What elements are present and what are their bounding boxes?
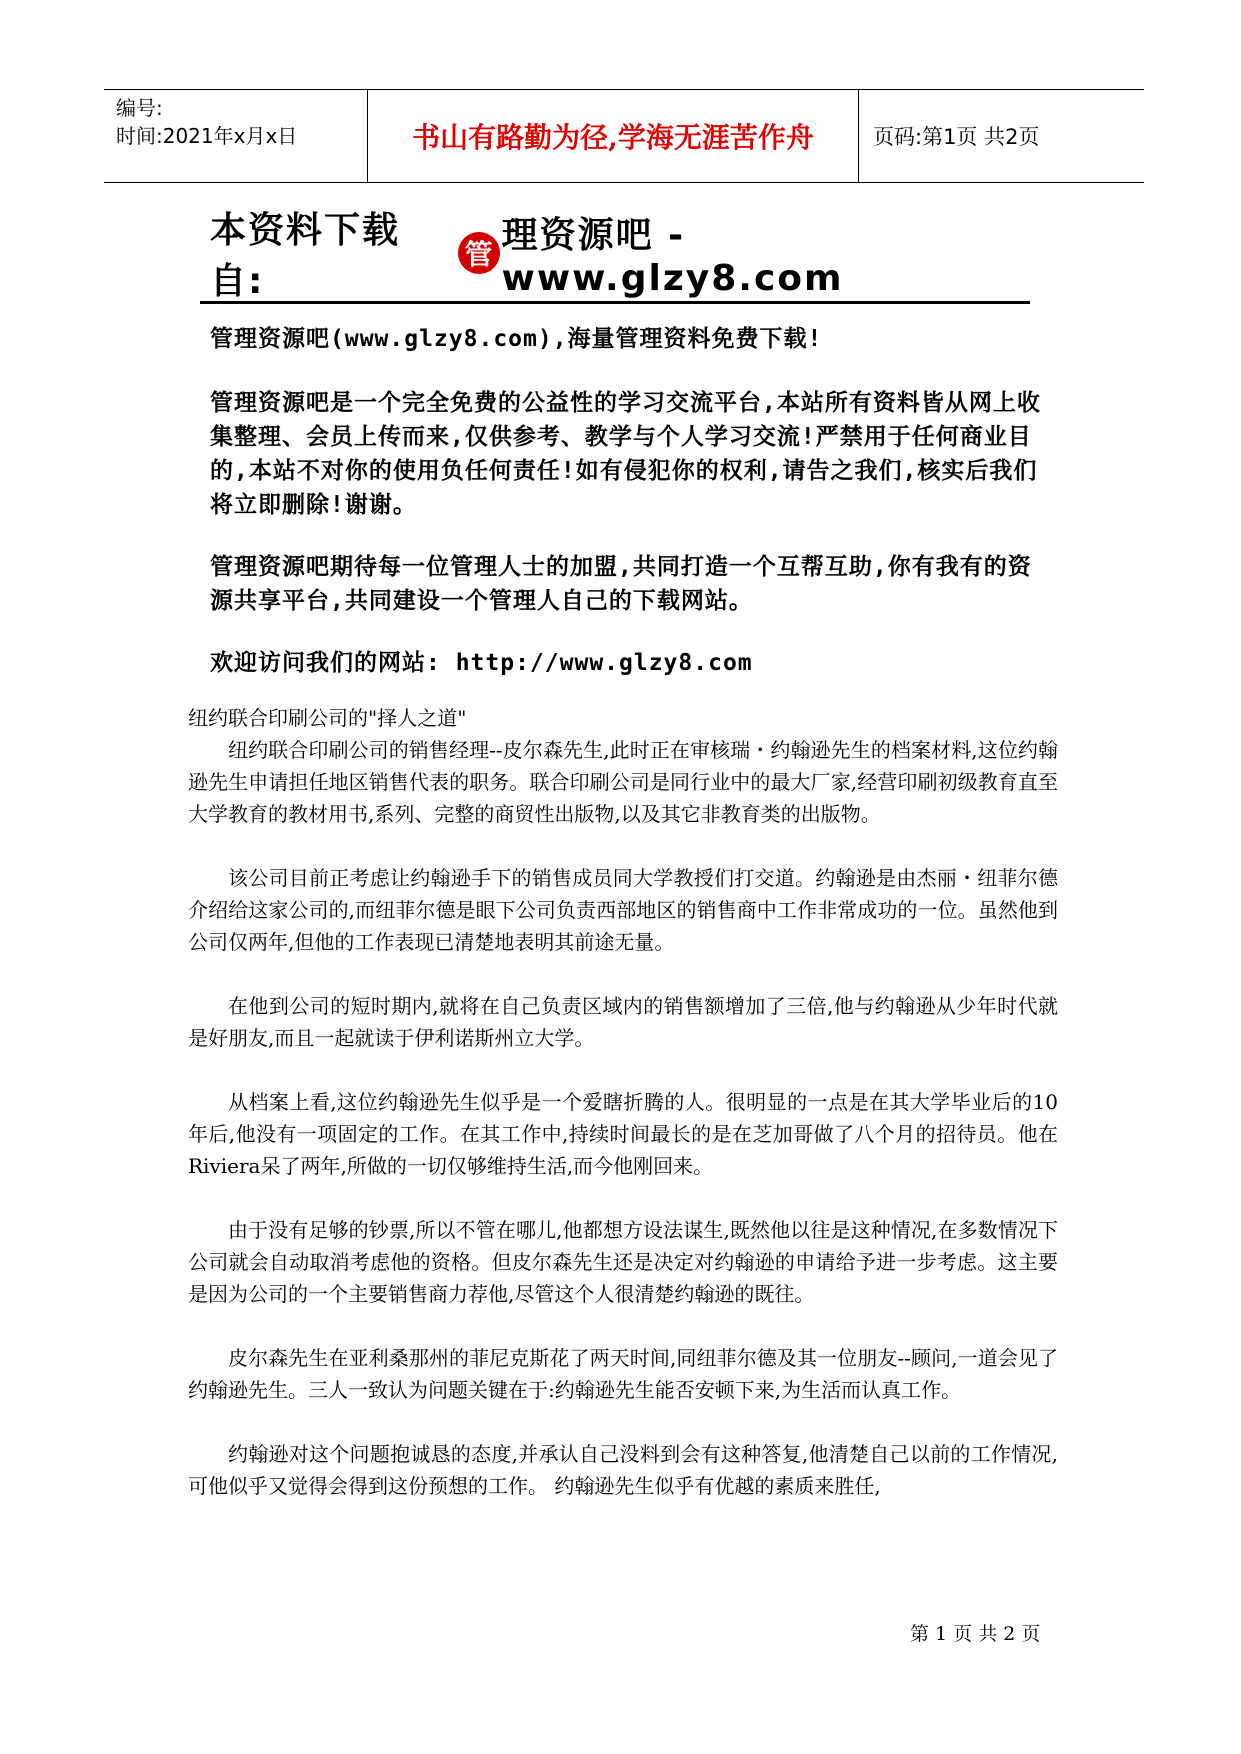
- article-paragraph: 约翰逊对这个问题抱诚恳的态度,并承认自己没料到会有这种答复,他清楚自己以前的工作情况,可他似乎又觉得会得到这份预想的工作。 约翰逊先生似乎有优越的素质来胜任,: [188, 1442, 1058, 1498]
- source-banner: [210, 209, 1040, 302]
- time-label: 时间:2021年x月x日: [116, 124, 298, 148]
- header-table: [104, 89, 1144, 183]
- notice-line1: 管理资源吧(www.glzy8.com),海量管理资料免费下载!: [210, 326, 823, 352]
- article-paragraph: 由于没有足够的钞票,所以不管在哪儿,他都想方设法谋生,既然他以往是这种情况,在多数情况下公司就会自动取消考虑他的资格。但皮尔森先生还是决定对约翰逊的申请给予进一步考虑。这主要是因为公司的一个主要销售商力荐他,尽管这个人很清楚约翰逊的既往。: [188, 1218, 1058, 1306]
- article-paragraph: 在他到公司的短时期内,就将在自己负责区域内的销售额增加了三倍,他与约翰逊从少年时代就是好朋友,而且一起就读于伊利诺斯州立大学。: [188, 994, 1058, 1050]
- article-paragraph: 从档案上看,这位约翰逊先生似乎是一个爱瞎折腾的人。很明显的一点是在其大学毕业后的10年后,他没有一项固定的工作。在其工作中,持续时间最长的是在芝加哥做了八个月的招待员。他在Riviera呆了两年,所做的一切仅够维持生活,而今他刚回来。: [188, 1090, 1058, 1178]
- article-paragraph: 纽约联合印刷公司的销售经理--皮尔森先生,此时正在审核瑞・约翰逊先生的档案材料,这位约翰逊先生申请担任地区销售代表的职务。联合印刷公司是同行业中的最大厂家,经营印刷初级教育直至大学教育的教材用书,系列、完整的商贸性出版物,以及其它非教育类的出版物。: [188, 738, 1058, 826]
- banner-divider: [200, 301, 1030, 304]
- article-paragraph: 皮尔森先生在亚利桑那州的菲尼克斯花了两天时间,同纽菲尔德及其一位朋友--顾问,一道会见了约翰逊先生。三人一致认为问题关键在于:约翰逊先生能否安顿下来,为生活而认真工作。: [188, 1346, 1058, 1402]
- banner-prefix: 本资料下载自:: [210, 209, 401, 302]
- notice-welcome: 欢迎访问我们的网站: http://www.glzy8.com: [210, 650, 753, 676]
- notice-para2: 管理资源吧是一个完全免费的公益性的学习交流平台,本站所有资料皆从网上收集整理、会员上传而来,仅供参考、教学与个人学习交流!严禁用于任何商业目的,本站不对你的使用负任何责任!如有侵犯你的权利,请告之我们,核实后我们将立即删除!谢谢。: [210, 390, 1041, 518]
- article-title: 纽约联合印刷公司的"择人之道": [188, 706, 467, 730]
- header-left-cell: [104, 90, 368, 182]
- serial-label: 编号:: [116, 96, 163, 120]
- site-logo-icon: 管: [458, 232, 500, 274]
- page-footer: 第 1 页 共 2 页: [910, 1623, 1041, 1645]
- notice-para3: 管理资源吧期待每一位管理人士的加盟,共同打造一个互帮互助,你有我有的资源共享平台,共同建设一个管理人自己的下载网站。: [210, 554, 1032, 614]
- article-body: [188, 702, 1058, 1534]
- article-paragraph: 该公司目前正考虑让约翰逊手下的销售成员同大学教授们打交道。约翰逊是由杰丽・纽菲尔德介绍给这家公司的,而纽菲尔德是眼下公司负责西部地区的销售商中工作非常成功的一位。虽然他到公司仅两年,但他的工作表现已清楚地表明其前途无量。: [188, 866, 1058, 954]
- banner-suffix: 理资源吧 - www.glzy8.com: [501, 214, 844, 299]
- header-page-label: 页码:第1页 共2页: [873, 125, 1040, 149]
- header-motto: 书山有路勤为径,学海无涯苦作舟: [368, 90, 859, 182]
